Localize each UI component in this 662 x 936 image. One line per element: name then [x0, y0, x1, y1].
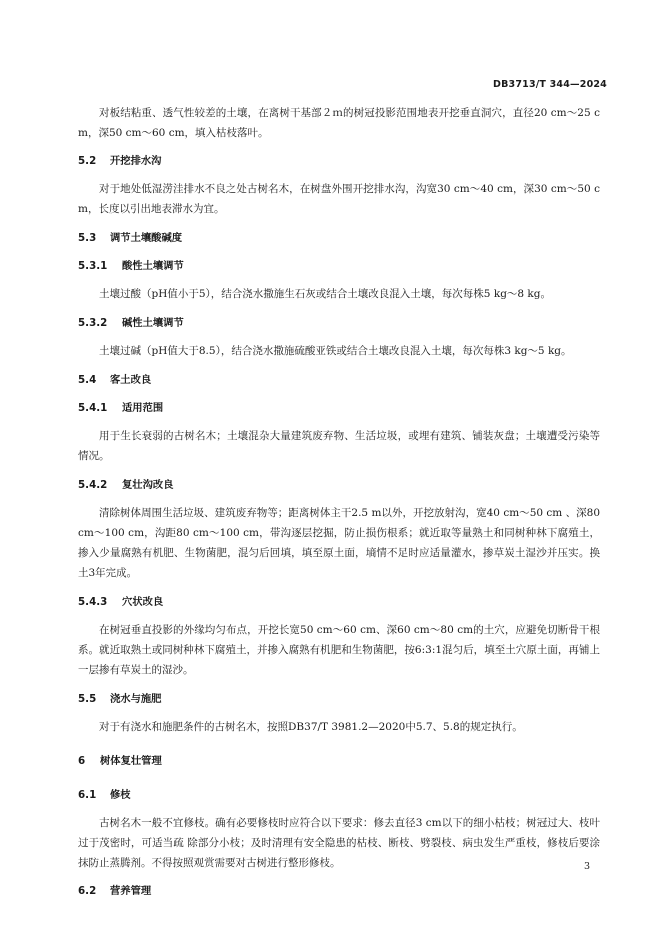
section-number: 6.1 [78, 789, 97, 801]
heading-5-2 [78, 151, 600, 171]
heading-6 [78, 751, 600, 771]
section-title: 树体复壮管理 [100, 755, 162, 767]
section-title: 适用范围 [122, 402, 164, 414]
heading-5-4 [78, 370, 600, 390]
paragraph-5-3-1: 土壤过酸（pH值小于5），结合浇水撒施生石灰或结合土壤改良混入土壤，每次每株5 kg～8 kg。 [99, 288, 552, 300]
section-title: 穴状改良 [122, 596, 164, 608]
paragraph-5-3-2: 土壤过碱（pH值大于8.5），结合浇水撒施硫酸亚铁或结合土壤改良混入土壤，每次每株3 kg～5 kg。 [99, 345, 572, 357]
heading-5-5 [78, 689, 600, 709]
heading-5-3-1 [78, 256, 600, 276]
section-number: 6 [78, 755, 86, 767]
document-body [78, 103, 600, 901]
intro-paragraph: 对板结粘重、透气性较差的土壤，在离树干基部２ｍ的树冠投影范围地表开挖垂直洞穴，直径20 cm～25 cm，深50 cm～60 cm，填入枯枝落叶。 [78, 107, 600, 139]
section-title: 碱性土壤调节 [122, 317, 184, 329]
page-number: 3 [583, 861, 590, 872]
heading-6-2 [78, 881, 600, 901]
paragraph-5-2: 对于地处低湿涝洼排水不良之处古树名木，在树盘外围开挖排水沟，沟宽30 cm～40 cm，深30 cm～50 cm，长度以引出地表滞水为宜。 [78, 183, 600, 215]
heading-5-3-2 [78, 313, 600, 333]
section-number: 5.4 [78, 374, 97, 386]
section-number: 5.3.2 [78, 317, 108, 329]
paragraph-5-4-3: 在树冠垂直投影的外缘均匀布点，开挖长宽50 cm～60 cm、深60 cm～80 cm的土穴，应避免切断骨干根系。就近取熟土或同树种林下腐殖土，并掺入腐熟有机肥和生物菌肥，按6:3:1混匀后，填至土穴原土面，再铺上一层掺有草炭土的湿沙。 [78, 624, 600, 676]
section-number: 6.2 [78, 885, 97, 897]
section-number: 5.3 [78, 232, 97, 244]
section-number: 5.4.2 [78, 479, 108, 491]
paragraph-5-4-2: 清除树体周围生活垃圾、建筑废弃物等；距离树体主干2.5 m以外，开挖放射沟，宽40 cm～50 cm 、深80 cm～100 cm，沟距80 cm～100 cm，带沟逐层挖掘，防止损伤根系；就近取等量熟土和同树种林下腐殖土，掺入少量腐熟有机肥、生物菌肥，混匀后回填，填至原土面，墒情不足时应适量灌水，掺草炭土湿沙并压实。换土3年完成。 [78, 507, 600, 579]
paragraph-5-5: 对于有浇水和施肥条件的古树名木，按照DB37/T 3981.2—2020中5.7、5.8的规定执行。 [99, 721, 523, 733]
section-title: 浇水与施肥 [110, 693, 162, 705]
section-title: 开挖排水沟 [110, 155, 162, 167]
section-number: 5.4.3 [78, 596, 108, 608]
section-title: 营养管理 [110, 885, 152, 897]
heading-6-1 [78, 785, 600, 805]
section-title: 复壮沟改良 [122, 479, 174, 491]
section-number: 5.5 [78, 693, 97, 705]
section-number: 5.4.1 [78, 402, 108, 414]
heading-5-4-2 [78, 475, 600, 495]
section-number: 5.3.1 [78, 260, 108, 272]
section-number: 5.2 [78, 155, 97, 167]
heading-5-4-3 [78, 592, 600, 612]
heading-5-4-1 [78, 398, 600, 418]
heading-5-3 [78, 228, 600, 248]
paragraph-5-4-1: 用于生长衰弱的古树名木；土壤混杂大量建筑废弃物、生活垃圾，或埋有建筑、铺装灰盘；土壤遭受污染等情况。 [78, 430, 600, 462]
section-title: 修枝 [110, 789, 131, 801]
section-title: 酸性土壤调节 [122, 260, 184, 272]
document-code: DB3713/T 344—2024 [493, 79, 607, 90]
section-title: 调节土壤酸碱度 [110, 232, 183, 244]
section-title: 客土改良 [110, 374, 152, 386]
paragraph-6-1: 古树名木一般不宜修枝。确有必要修枝时应符合以下要求：修去直径3 cm以下的细小枯枝；树冠过大、枝叶过于茂密时，可适当疏 除部分小枝；及时清理有安全隐患的枯枝、断枝、劈裂枝、病虫发生严重枝，修枝后要涂抹防止蒸腾剂。不得按照观赏需要对古树进行整形修枝。 [78, 817, 600, 869]
